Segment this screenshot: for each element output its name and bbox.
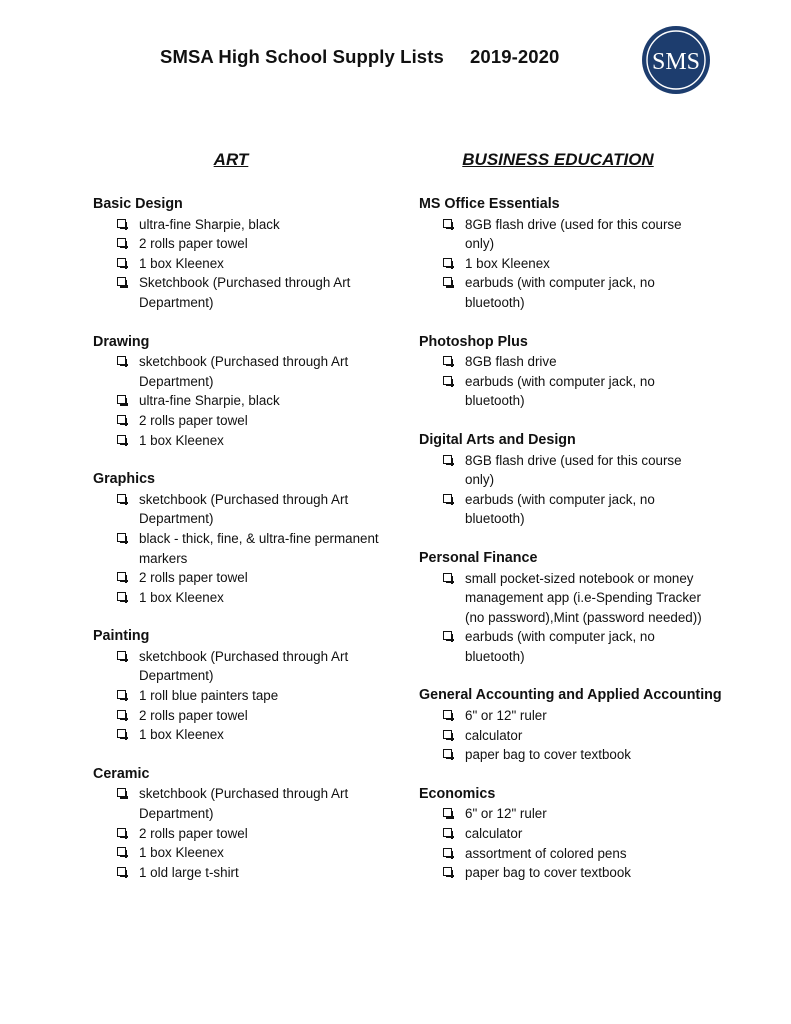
course-title: Ceramic: [93, 765, 150, 782]
supply-item: [93, 784, 379, 823]
checkbox-icon: [443, 277, 452, 286]
supply-list: [93, 215, 393, 313]
supply-item-text: 1 box Kleenex: [139, 432, 224, 448]
supply-list: [419, 569, 759, 667]
checkbox-icon: [443, 258, 452, 267]
supply-item-text: black - thick, fine, & ultra-fine permanent markers: [139, 530, 379, 566]
supply-item-text: 1 box Kleenex: [139, 589, 224, 605]
supply-item: [419, 745, 705, 765]
supply-item-text: earbuds (with computer jack, no bluetooth): [465, 275, 655, 310]
checkbox-icon: [117, 356, 126, 365]
checkbox-icon: [117, 494, 126, 503]
supply-item-text: 6" or 12" ruler: [465, 806, 547, 822]
supply-list: [419, 706, 759, 765]
course-title: MS Office Essentials: [419, 196, 560, 212]
checkbox-icon: [443, 828, 452, 837]
business-column: [419, 150, 759, 903]
course-title: Digital Arts and Design: [419, 431, 576, 448]
supply-item: [93, 411, 379, 431]
supply-item-text: 8GB flash drive (used for this course only): [465, 216, 682, 252]
supply-item-text: 2 rolls paper towel: [139, 236, 248, 252]
supply-item-text: earbuds (with computer jack, no bluetooth): [465, 373, 655, 409]
course-title: Drawing: [93, 333, 150, 350]
checkbox-icon: [443, 219, 452, 228]
checkbox-icon: [117, 395, 126, 404]
supply-item: [93, 588, 379, 608]
supply-item: [419, 627, 705, 666]
supply-item-text: 8GB flash drive (used for this course only): [465, 452, 682, 488]
supply-item: [93, 725, 379, 745]
checkbox-icon: [117, 651, 126, 660]
supply-item-text: 8GB flash drive: [465, 354, 557, 370]
school-logo: [640, 24, 712, 96]
supply-item: [93, 863, 379, 883]
supply-item: [93, 391, 379, 411]
supply-list: [93, 490, 393, 608]
column-heading-art: ART: [213, 150, 249, 169]
checkbox-icon: [443, 376, 452, 385]
supply-item: [419, 451, 705, 490]
supply-item: [93, 234, 379, 254]
checkbox-icon: [443, 867, 452, 876]
supply-item-text: sketchbook (Purchased through Art Department): [139, 491, 349, 527]
supply-list: [93, 784, 393, 882]
course-title: Personal Finance: [419, 549, 538, 566]
supply-item: [419, 352, 705, 372]
checkbox-icon: [117, 572, 126, 581]
course-section: [419, 686, 759, 764]
checkbox-icon: [117, 219, 126, 228]
column-heading-business: BUSINESS EDUCATION: [462, 150, 654, 169]
course-section: [419, 333, 759, 411]
checkbox-icon: [443, 573, 452, 582]
checkbox-icon: [117, 533, 126, 542]
supply-list: [419, 352, 759, 411]
supply-item-text: 1 box Kleenex: [139, 845, 224, 861]
supply-item: [419, 569, 705, 628]
supply-item-text: ultra-fine Sharpie, black: [139, 216, 280, 232]
supply-item-text: 2 rolls paper towel: [139, 707, 248, 723]
supply-item-text: ultra-fine Sharpie, black: [139, 393, 280, 409]
supply-item-text: earbuds (with computer jack, no bluetooth): [465, 629, 655, 664]
supply-item-text: 2 rolls paper towel: [139, 412, 248, 428]
supply-item: [93, 824, 379, 844]
checkbox-icon: [117, 258, 126, 267]
logo-text: SMS: [651, 49, 701, 75]
supply-item: [93, 490, 379, 529]
course-section: [419, 195, 759, 313]
checkbox-icon: [117, 847, 126, 856]
supply-item-text: sketchbook (Purchased through Art Department): [139, 786, 349, 822]
checkbox-icon: [117, 238, 126, 247]
course-section: [93, 333, 393, 451]
supply-list: [419, 451, 759, 529]
checkbox-icon: [443, 494, 452, 503]
supply-item: [419, 844, 705, 864]
course-title: Basic Design: [93, 196, 183, 212]
supply-item: [419, 490, 705, 529]
supply-item-text: small pocket-sized notebook or money management app (i.e-Spending Tracker (no password),Mint (password needed)): [465, 570, 702, 625]
supply-item: [93, 568, 379, 588]
supply-item: [93, 273, 379, 312]
supply-item-text: 1 box Kleenex: [139, 255, 224, 271]
checkbox-icon: [117, 435, 126, 444]
checkbox-icon: [443, 749, 452, 758]
art-course-list: [93, 195, 393, 882]
business-course-list: [419, 195, 759, 883]
supply-list: [419, 215, 759, 313]
supply-item: [419, 706, 705, 726]
supply-item-text: 1 roll blue painters tape: [139, 688, 279, 704]
supply-item: [419, 726, 705, 746]
checkbox-icon: [443, 730, 452, 739]
supply-list: [93, 352, 393, 450]
supply-item-text: 1 box Kleenex: [139, 727, 224, 743]
supply-item-text: calculator: [465, 727, 523, 743]
course-section: [419, 785, 759, 883]
supply-item-text: calculator: [465, 826, 523, 842]
course-section: [93, 195, 393, 313]
course-title: Economics: [419, 785, 496, 802]
supply-item-text: paper bag to cover textbook: [465, 747, 632, 763]
course-title: Photoshop Plus: [419, 333, 528, 350]
supply-item: [419, 824, 705, 844]
supply-item-text: 2 rolls paper towel: [139, 825, 248, 841]
supply-item: [419, 372, 705, 411]
checkbox-icon: [117, 592, 126, 601]
checkbox-icon: [117, 867, 126, 876]
checkbox-icon: [443, 356, 452, 365]
course-section: [419, 431, 759, 529]
supply-list: [93, 647, 393, 745]
supply-item: [419, 804, 705, 824]
page-title: SMSA High School Supply Lists 2019-2020: [160, 46, 560, 67]
checkbox-icon: [117, 690, 126, 699]
supply-item: [93, 647, 379, 686]
checkbox-icon: [443, 808, 452, 817]
checkbox-icon: [117, 415, 126, 424]
supply-item: [419, 215, 705, 254]
course-section: [93, 765, 393, 883]
checkbox-icon: [117, 729, 126, 738]
supply-item: [93, 843, 379, 863]
art-column: [93, 150, 393, 902]
supply-item: [419, 863, 705, 883]
checkbox-icon: [443, 710, 452, 719]
supply-item-text: 1 box Kleenex: [465, 255, 550, 271]
supply-item: [419, 273, 705, 312]
course-title: Painting: [93, 628, 150, 645]
supply-item: [419, 254, 705, 274]
checkbox-icon: [443, 848, 452, 857]
supply-item-text: 2 rolls paper towel: [139, 570, 248, 586]
supply-item-text: 6" or 12" ruler: [465, 708, 547, 724]
supply-item: [93, 686, 379, 706]
supply-item-text: Sketchbook (Purchased through Art Department): [139, 275, 351, 310]
checkbox-icon: [117, 277, 126, 286]
supply-item-text: paper bag to cover textbook: [465, 865, 632, 881]
supply-item-text: assortment of colored pens: [465, 845, 627, 861]
supply-item: [93, 254, 379, 274]
checkbox-icon: [443, 455, 452, 464]
supply-list: [419, 804, 759, 882]
course-title: Graphics: [93, 471, 155, 488]
course-section: [93, 627, 393, 745]
course-section: [93, 470, 393, 607]
supply-item: [93, 706, 379, 726]
supply-item-text: sketchbook (Purchased through Art Department): [139, 354, 349, 389]
checkbox-icon: [117, 828, 126, 837]
supply-item-text: sketchbook (Purchased through Art Department): [139, 648, 349, 684]
course-title: General Accounting and Applied Accounting: [419, 687, 722, 704]
supply-item: [93, 352, 379, 391]
supply-item-text: earbuds (with computer jack, no bluetooth): [465, 491, 655, 527]
supply-item: [93, 431, 379, 451]
checkbox-icon: [117, 788, 126, 797]
supply-item: [93, 215, 379, 235]
supply-item-text: 1 old large t-shirt: [139, 864, 239, 880]
checkbox-icon: [117, 710, 126, 719]
supply-item: [93, 529, 379, 568]
course-section: [419, 549, 759, 667]
checkbox-icon: [443, 631, 452, 640]
